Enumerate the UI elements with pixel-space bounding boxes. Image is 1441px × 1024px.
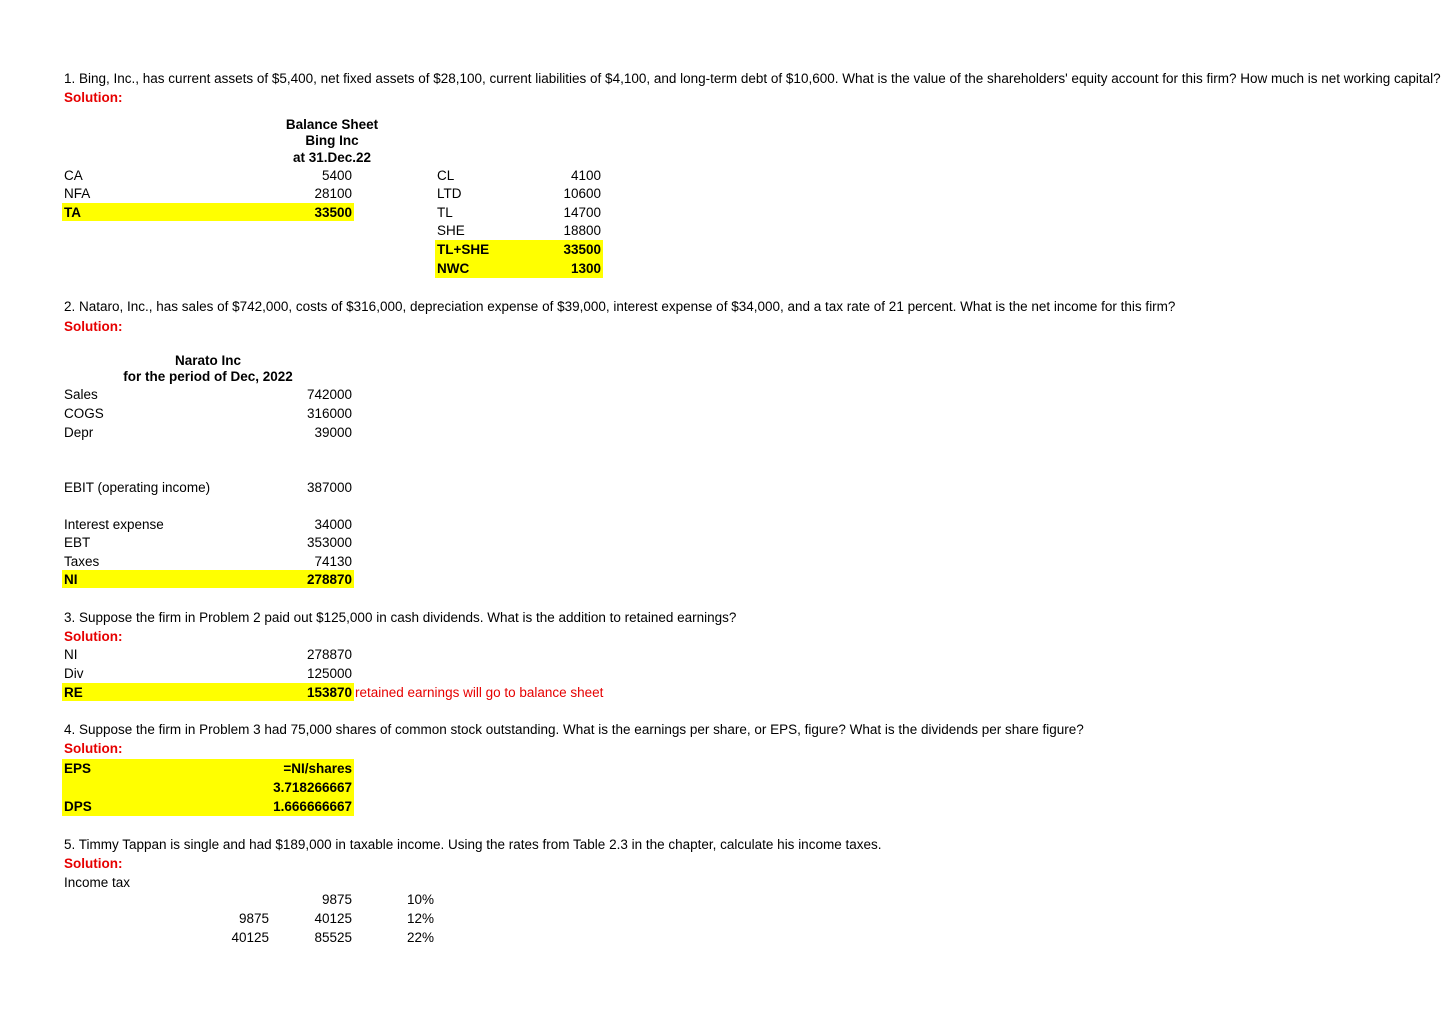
bs-label-nfa: NFA (64, 186, 91, 201)
eps-label: EPS (64, 761, 92, 776)
bs-label-cl: CL (437, 168, 455, 183)
income-statement-company: Narato Inc (174, 353, 242, 368)
dps-label: DPS (64, 799, 92, 814)
is-label-ni: NI (64, 572, 78, 587)
bracket-2-to: 40125 (314, 911, 352, 926)
is-label-cogs: COGS (64, 406, 104, 421)
problem-1-solution-label: Solution: (64, 90, 123, 105)
problem-4-question: 4. Suppose the firm in Problem 3 had 75,000 shares of common stock outstanding. What is the earnings per share, or EPS, figure? What is the dividends per share figure? (64, 722, 1084, 737)
bracket-3-from: 40125 (231, 930, 269, 945)
bs-value-tl-she: 33500 (563, 242, 601, 257)
problem-4-solution-label: Solution: (64, 741, 123, 756)
bs-label-ca: CA (64, 168, 83, 183)
problem-3-question: 3. Suppose the firm in Problem 2 paid out $125,000 in cash dividends. What is the addition to retained earnings? (64, 610, 737, 625)
bs-label-tl-she: TL+SHE (437, 242, 490, 257)
bracket-1-to: 9875 (321, 892, 352, 907)
bracket-3-to: 85525 (314, 930, 352, 945)
is-label-interest: Interest expense (64, 517, 164, 532)
bs-label-ta: TA (64, 205, 81, 220)
bs-value-nwc: 1300 (570, 261, 601, 276)
problem-2-question: 2. Nataro, Inc., has sales of $742,000, costs of $316,000, depreciation expense of $39,000, interest expense of $34,000, and a tax rate of 21 percent. What is the net income for this firm? (64, 299, 1176, 314)
balance-sheet-title: Balance Sheet (285, 117, 379, 132)
re-value-div: 125000 (306, 666, 352, 681)
re-value-ni: 278870 (306, 647, 352, 662)
income-tax-label: Income tax (64, 875, 131, 890)
re-value-re: 153870 (306, 685, 352, 700)
is-label-sales: Sales (64, 387, 98, 402)
bracket-2-from: 9875 (238, 911, 269, 926)
bracket-1-rate: 10% (406, 892, 434, 907)
bs-value-tl: 14700 (563, 205, 601, 220)
problem-1-question: 1. Bing, Inc., has current assets of $5,400, net fixed assets of $28,100, current liabilities of $4,100, and long-term debt of $10,600. What is the value of the shareholders' equity account for this firm? How much is net working capital? (64, 71, 1441, 86)
re-label-re: RE (64, 685, 83, 700)
is-value-taxes: 74130 (314, 554, 352, 569)
eps-formula: =NI/shares (283, 761, 352, 776)
balance-sheet-date: at 31.Dec.22 (292, 150, 372, 165)
bracket-3-rate: 22% (406, 930, 434, 945)
is-value-sales: 742000 (306, 387, 352, 402)
eps-value: 3.718266667 (273, 780, 352, 795)
problem-3-solution-label: Solution: (64, 629, 123, 644)
is-value-ebt: 353000 (306, 535, 352, 550)
re-note: retained earnings will go to balance sheet (355, 685, 604, 700)
is-value-interest: 34000 (314, 517, 352, 532)
bs-label-tl: TL (437, 205, 453, 220)
is-value-ni: 278870 (306, 572, 352, 587)
balance-sheet-company: Bing Inc (305, 133, 359, 148)
problem-2-solution-label: Solution: (64, 319, 123, 334)
bs-value-nfa: 28100 (314, 186, 352, 201)
is-value-depr: 39000 (314, 425, 352, 440)
is-value-ebit: 387000 (306, 480, 352, 495)
is-value-cogs: 316000 (306, 406, 352, 421)
is-label-ebit: EBIT (operating income) (64, 480, 211, 495)
dps-value: 1.666666667 (273, 799, 352, 814)
bs-value-ta: 33500 (314, 205, 352, 220)
bs-label-she: SHE (437, 223, 465, 238)
bs-label-nwc: NWC (437, 261, 470, 276)
bs-value-ltd: 10600 (563, 186, 601, 201)
bs-value-she: 18800 (563, 223, 601, 238)
is-label-taxes: Taxes (64, 554, 100, 569)
problem-5-solution-label: Solution: (64, 856, 123, 871)
income-statement-period: for the period of Dec, 2022 (123, 369, 293, 384)
bs-value-cl: 4100 (570, 168, 601, 183)
re-label-ni: NI (64, 647, 78, 662)
bs-label-ltd: LTD (437, 186, 462, 201)
bs-value-ca: 5400 (321, 168, 352, 183)
is-label-depr: Depr (64, 425, 94, 440)
re-label-div: Div (64, 666, 84, 681)
bracket-2-rate: 12% (406, 911, 434, 926)
is-label-ebt: EBT (64, 535, 91, 550)
problem-5-question: 5. Timmy Tappan is single and had $189,000 in taxable income. Using the rates from Table 2.3 in the chapter, calculate his income taxes. (64, 837, 882, 852)
